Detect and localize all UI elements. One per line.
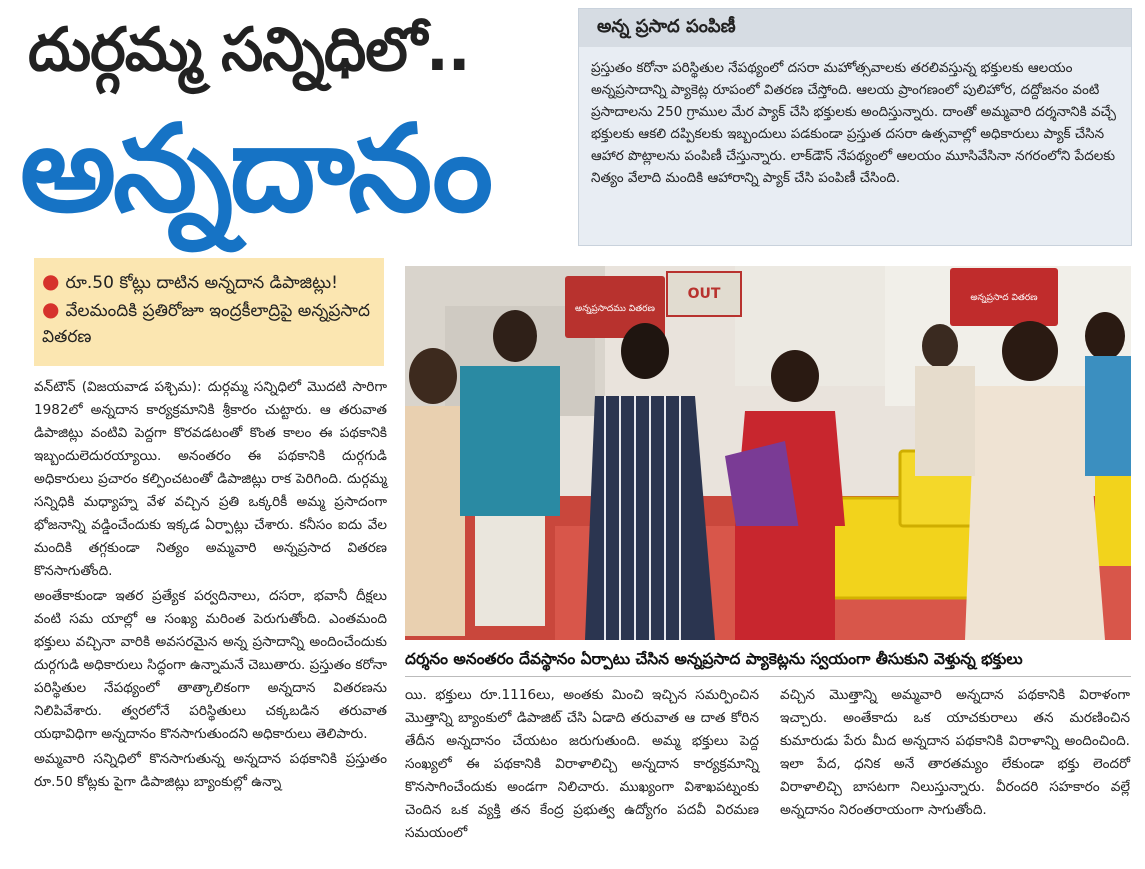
caption-divider <box>405 676 1131 677</box>
bullet-icon: ● <box>42 269 60 293</box>
bullet-icon: ● <box>42 297 60 321</box>
article-column-3 <box>780 684 1130 824</box>
news-photo <box>405 266 1131 640</box>
highlights-box <box>34 258 384 366</box>
article-paragraph: వన్‌టౌన్ (విజయవాడ పశ్చిమ): దుర్గమ్మ సన్నిధిలో మొదటి సారిగా 1982లో అన్నదాన కార్యక్రమానికి శ్రీకారం చుట్టారు. ఆ తరువాత డిపాజిట్లు వంటివి పెద్దగా కొరవడటంతో కొంత కాలం ఈ పథకానికి ఇబ్బందులెదురయ్యాయి. అనంతరం ఈ పథకానికి దుర్గగుడి అధికారులు ప్రచారం కల్పించటంతో డిపాజిట్లు రాక పెరిగింది. దుర్గమ్మ సన్నిధికి మధ్యాహ్న వేళ వచ్చిన ప్రతి ఒక్కరికీ అమ్మ ప్రసాదంగా భోజనాన్ని వడ్డించేందుకు ఇక్కడ ఏర్పాట్లు చేశారు. కనీసం ఐదు వేల మందికి తగ్గకుండా నిత్యం అమ్మవారి అన్నప్రసాద వితరణ కొనసాగుతోంది. <box>34 379 387 579</box>
main-headline: అన్నదానం <box>20 100 491 239</box>
photo-illustration <box>405 266 1131 640</box>
photo-caption: దర్శనం అనంతరం దేవస్థానం ఏర్పాటు చేసిన అన్నప్రసాద ప్యాకెట్లను స్వయంగా తీసుకుని వెళ్తున్న భక్తులు <box>405 650 1023 668</box>
article-paragraph: యి. భక్తులు రూ.1116లు, అంతకు మించి ఇచ్చిన సమర్పించిన మొత్తాన్ని బ్యాంకులో డిపాజిట్ చేసి ఏడాది తరువాత ఆ దాత కోరిన తేదీన అన్నదానం చేయటం జరుగుతుంది. అమ్మ భక్తులు పెద్ద సంఖ్యలో ఈ పథకానికి విరాళాలిచ్చి అన్నదాన కార్యక్రమాన్ని కొనసాగించేందుకు అండగా నిలిచారు. ముఖ్యంగా విశాఖపట్నంకు చెందిన ఒక వ్యక్తి తన కేంద్ర ప్రభుత్వ ఉద్యోగం పదవీ విరమణ సమయంలో <box>405 687 759 841</box>
sidebar-title: అన్న ప్రసాద పంపిణీ <box>597 16 736 37</box>
sidebar-body: ప్రస్తుతం కరోనా పరిస్థితుల నేపథ్యంలో దసరా మహోత్సవాలకు తరలివస్తున్న భక్తులకు ఆలయం అన్నప్రసాదాన్ని ప్యాకెట్ల రూపంలో వితరణ చేస్తోంది. ఆలయ ప్రాంగణంలో పులిహోర, దద్దోజనం వంటి ప్రసాదాలను 250 గ్రాముల మేర ప్యాక్ చేసి భక్తులకు అందిస్తున్నారు. దాంతో అమ్మవారి దర్శనానికి వచ్చే భక్తులకు ఆకలి దప్పికలకు ఇబ్బందులు పడకుండా ప్రస్తుత దసరా ఉత్సవాల్లో అధికారులు ప్యాక్ చేసిన ఆహార పొట్లాలను పంపిణీ చేస్తున్నారు. లాక్‌డౌన్ నేపథ్యంలో ఆలయం మూసివేసినా నగరంలోని పేదలకు నిత్యం వేలాది మందికి ఆహారాన్ని ప్యాక్ చేసి పంపిణీ చేసింది. <box>591 60 1117 186</box>
highlight-item <box>42 296 382 350</box>
kicker-headline: దుర్గమ్మ సన్నిధిలో.. <box>28 15 470 85</box>
article-paragraph: అమ్మవారి సన్నిధిలో కొనసాగుతున్న అన్నదాన పథకానికి ప్రస్తుతం రూ.50 కోట్లకు పైగా డిపాజిట్లు బ్యాంకుల్లో ఉన్నా <box>34 751 387 790</box>
article-paragraph: అంతేకాకుండా ఇతర ప్రత్యేక పర్వదినాలు, దసరా, భవానీ దీక్షలు వంటి సమ యాల్లో ఆ సంఖ్య మరింత పెరుగుతోంది. ఎంతమంది భక్తులు వచ్చినా వారికి అవసరమైన అన్న ప్రసాదాన్ని అందించేందుకు దుర్గగుడి అధికారులు సిద్ధంగా ఉన్నామనే చెబుతారు. ప్రస్తుతం కరోనా పరిస్థితుల నేపథ్యంలో తాత్కాలికంగా అన్నదాన వితరణను నిలిపివేశారు. త్వరలోనే పరిస్థితులు చక్కబడిన తరువాత యథావిధిగా అన్నదానం కొనసాగుతుందని అధికారులు తెలిపారు. <box>34 588 387 742</box>
article-column-2 <box>405 684 759 847</box>
article-paragraph: వచ్చిన మొత్తాన్ని అమ్మవారి అన్నదాన పథకానికి విరాళంగా ఇచ్చారు. అంతేకాదు ఒక యాచకురాలు తన మరణించిన కుమారుడు పేరు మీద అన్నదాన పథకానికి విరాళాన్ని అందించింది. ఇలా పేద, ధనిక అనే తారతమ్యం లేకుండా భక్తు లెందరో విరాళాలిచ్చి బాసటగా నిలుస్తున్నారు. వీరందరి సహకారం వల్లే అన్నదానం నిరంతరాయంగా సాగుతోంది. <box>780 687 1130 818</box>
photo-sign-text: అన్నప్రసాద వితరణ <box>970 293 1038 303</box>
sidebar-header <box>579 9 1131 47</box>
highlight-text: వేలమందికి ప్రతిరోజూ ఇంద్రకీలాద్రిపై అన్నప్రసాద వితరణ <box>42 301 370 347</box>
photo-sign-text: OUT <box>687 286 721 302</box>
photo-sign-text: అన్నప్రసాదము వితరణ <box>575 304 655 314</box>
highlight-text: రూ.50 కోట్లు దాటిన అన్నదాన డిపాజిట్లు! <box>65 273 338 293</box>
sidebar-box <box>578 8 1132 246</box>
article-column-1 <box>34 376 387 796</box>
highlight-item <box>42 268 382 296</box>
